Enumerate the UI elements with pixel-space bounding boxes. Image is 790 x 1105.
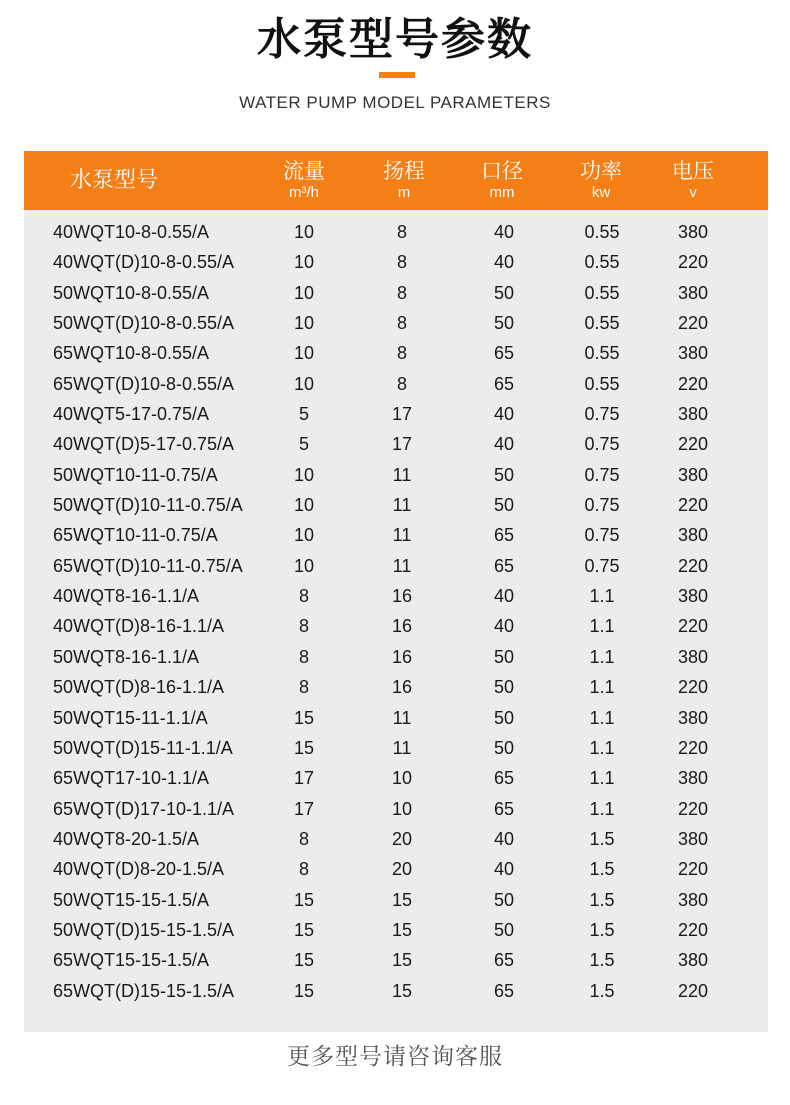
cell-diameter: 40 [493, 404, 515, 425]
cell-diameter: 50 [493, 464, 515, 485]
cell-head: 11 [392, 555, 412, 576]
cell-flow: 8 [298, 859, 309, 880]
cell-model: 40WQT8-20-1.5/A [53, 828, 200, 849]
cell-power: 0.55 [584, 222, 620, 242]
cell-power: 0.55 [584, 343, 620, 364]
cell-power: 0.55 [584, 373, 620, 394]
cell-model: 65WQT15-15-1.5/A [53, 950, 210, 971]
cell-diameter: 40 [493, 586, 515, 607]
cell-power: 0.55 [584, 282, 620, 303]
cell-voltage: 380 [677, 707, 709, 728]
cell-power: 1.1 [589, 586, 615, 607]
column-header-voltage-unit: v [689, 184, 697, 201]
cell-flow: 8 [298, 646, 309, 667]
table-row [24, 733, 768, 763]
page-subtitle: WATER PUMP MODEL PARAMETERS [239, 93, 551, 112]
cell-power: 1.5 [589, 919, 615, 940]
cell-flow: 10 [293, 464, 315, 485]
cell-voltage: 380 [677, 404, 709, 425]
cell-voltage: 380 [677, 646, 709, 667]
cell-flow: 17 [293, 768, 315, 789]
column-header-power-label: 功率 [580, 159, 622, 183]
table-row [24, 490, 768, 520]
cell-flow: 8 [298, 616, 309, 637]
table-header [24, 151, 768, 210]
cell-voltage: 220 [677, 373, 709, 394]
cell-voltage: 380 [677, 343, 709, 364]
table-row [24, 551, 768, 581]
column-header-voltage [653, 151, 733, 210]
table-row [24, 581, 768, 611]
cell-voltage: 380 [677, 768, 709, 789]
cell-power: 1.1 [589, 737, 615, 758]
cell-model: 40WQT10-8-0.55/A [53, 222, 210, 242]
cell-model: 40WQT8-16-1.1/A [53, 586, 200, 607]
cell-model: 40WQT(D)5-17-0.75/A [53, 434, 235, 455]
cell-diameter: 40 [493, 828, 515, 849]
cell-diameter: 50 [493, 889, 515, 910]
column-header-head [364, 151, 444, 210]
column-header-model: 水泵型号 [70, 168, 159, 193]
table-row [24, 369, 768, 399]
cell-diameter: 65 [493, 950, 515, 971]
cell-head: 11 [392, 495, 412, 516]
cell-head: 15 [391, 889, 413, 910]
table-row [24, 460, 768, 490]
cell-flow: 15 [293, 707, 315, 728]
cell-model: 65WQT10-8-0.55/A [53, 343, 210, 364]
cell-power: 0.75 [584, 495, 620, 516]
table-row [24, 217, 768, 247]
cell-head: 17 [391, 434, 413, 455]
table-row [24, 247, 768, 277]
cell-power: 0.55 [584, 252, 620, 273]
column-header-voltage-label: 电压 [672, 159, 714, 183]
cell-power: 0.75 [584, 404, 620, 425]
cell-diameter: 50 [493, 919, 515, 940]
cell-model: 50WQT(D)15-15-1.5/A [53, 919, 235, 940]
cell-voltage: 220 [677, 495, 709, 516]
cell-head: 10 [391, 768, 413, 789]
cell-model: 50WQT10-8-0.55/A [53, 282, 210, 303]
cell-voltage: 380 [677, 525, 709, 546]
cell-power: 0.75 [584, 555, 620, 576]
table-row [24, 885, 768, 915]
cell-diameter: 50 [493, 737, 515, 758]
table-row [24, 308, 768, 338]
cell-model: 50WQT15-11-1.1/A [53, 707, 208, 728]
cell-power: 1.1 [589, 677, 615, 698]
cell-head: 11 [392, 737, 412, 758]
cell-diameter: 40 [493, 222, 515, 242]
cell-power: 0.75 [584, 464, 620, 485]
cell-flow: 10 [293, 282, 315, 303]
cell-head: 16 [391, 586, 413, 607]
column-header-power-unit: kw [591, 184, 611, 201]
cell-flow: 10 [293, 555, 315, 576]
page-title: 水泵型号参数 [257, 14, 533, 65]
cell-model: 65WQT10-11-0.75/A [53, 525, 218, 546]
column-header-head-unit: m [397, 184, 411, 201]
cell-voltage: 220 [677, 737, 709, 758]
cell-head: 17 [391, 404, 413, 425]
cell-power: 0.75 [584, 525, 620, 546]
cell-flow: 15 [293, 950, 315, 971]
title-accent-bar [379, 72, 415, 78]
cell-diameter: 40 [493, 434, 515, 455]
cell-head: 8 [396, 252, 407, 273]
cell-model: 65WQT(D)15-15-1.5/A [53, 980, 235, 1001]
cell-power: 1.1 [589, 646, 615, 667]
table-row [24, 642, 768, 672]
column-header-power [561, 151, 641, 210]
cell-voltage: 220 [677, 313, 709, 334]
cell-head: 20 [391, 859, 413, 880]
cell-flow: 17 [293, 798, 315, 819]
cell-head: 20 [391, 828, 413, 849]
table-row [24, 763, 768, 793]
table-row [24, 854, 768, 884]
cell-model: 65WQT(D)10-11-0.75/A [53, 555, 243, 576]
cell-diameter: 40 [493, 859, 515, 880]
cell-voltage: 220 [677, 555, 709, 576]
cell-voltage: 380 [677, 464, 709, 485]
cell-flow: 10 [293, 495, 315, 516]
cell-voltage: 380 [677, 282, 709, 303]
cell-diameter: 65 [493, 980, 515, 1001]
cell-head: 16 [391, 646, 413, 667]
column-header-diameter [462, 151, 542, 210]
cell-voltage: 220 [677, 434, 709, 455]
cell-voltage: 220 [677, 616, 709, 637]
table-row [24, 672, 768, 702]
table-body [24, 217, 768, 1006]
column-header-diameter-label: 口径 [481, 159, 523, 183]
cell-voltage: 380 [677, 222, 709, 242]
table-row [24, 611, 768, 641]
cell-model: 40WQT(D)8-16-1.1/A [53, 616, 225, 637]
cell-model: 40WQT5-17-0.75/A [53, 404, 210, 425]
cell-voltage: 220 [677, 677, 709, 698]
cell-head: 15 [391, 980, 413, 1001]
cell-flow: 10 [293, 252, 315, 273]
cell-diameter: 50 [493, 282, 515, 303]
cell-diameter: 65 [493, 373, 515, 394]
cell-voltage: 220 [677, 859, 709, 880]
table-row [24, 338, 768, 368]
cell-power: 0.75 [584, 434, 620, 455]
cell-flow: 8 [298, 586, 309, 607]
cell-power: 1.5 [589, 828, 615, 849]
cell-model: 50WQT(D)15-11-1.1/A [53, 737, 233, 758]
table-row [24, 915, 768, 945]
cell-model: 50WQT(D)10-8-0.55/A [53, 313, 235, 334]
cell-model: 40WQT(D)10-8-0.55/A [53, 252, 235, 273]
table-row [24, 399, 768, 429]
cell-head: 16 [391, 616, 413, 637]
cell-voltage: 220 [677, 252, 709, 273]
cell-voltage: 380 [677, 828, 709, 849]
cell-model: 50WQT(D)8-16-1.1/A [53, 677, 225, 698]
cell-head: 8 [396, 373, 407, 394]
cell-voltage: 220 [677, 980, 709, 1001]
cell-diameter: 50 [493, 707, 515, 728]
cell-head: 11 [392, 464, 412, 485]
cell-diameter: 50 [493, 313, 515, 334]
cell-power: 1.5 [589, 980, 615, 1001]
cell-power: 1.1 [589, 616, 615, 637]
cell-diameter: 50 [493, 495, 515, 516]
cell-power: 1.1 [589, 707, 615, 728]
cell-power: 1.5 [589, 889, 615, 910]
cell-flow: 5 [298, 404, 309, 425]
cell-flow: 8 [298, 677, 309, 698]
cell-flow: 5 [298, 434, 309, 455]
cell-model: 50WQT15-15-1.5/A [53, 889, 210, 910]
cell-voltage: 380 [677, 950, 709, 971]
cell-diameter: 40 [493, 252, 515, 273]
cell-voltage: 220 [677, 919, 709, 940]
cell-flow: 10 [293, 343, 315, 364]
cell-model: 50WQT10-11-0.75/A [53, 464, 218, 485]
cell-model: 65WQT17-10-1.1/A [53, 768, 210, 789]
cell-flow: 15 [293, 737, 315, 758]
cell-power: 1.5 [589, 950, 615, 971]
cell-flow: 15 [293, 919, 315, 940]
table-row [24, 429, 768, 459]
column-header-diameter-unit: mm [489, 184, 515, 201]
cell-head: 8 [396, 222, 407, 242]
column-header-flow [264, 151, 344, 210]
cell-model: 40WQT(D)8-20-1.5/A [53, 859, 225, 880]
cell-head: 10 [391, 798, 413, 819]
table-row [24, 976, 768, 1006]
cell-head: 8 [396, 313, 407, 334]
parameters-table [24, 151, 768, 1032]
cell-head: 11 [392, 525, 412, 546]
cell-diameter: 65 [493, 768, 515, 789]
cell-head: 15 [391, 919, 413, 940]
cell-diameter: 65 [493, 343, 515, 364]
cell-flow: 10 [293, 222, 315, 242]
cell-flow: 15 [293, 980, 315, 1001]
cell-model: 65WQT(D)10-8-0.55/A [53, 373, 235, 394]
table-row [24, 278, 768, 308]
cell-head: 8 [396, 282, 407, 303]
cell-flow: 10 [293, 525, 315, 546]
table-row [24, 945, 768, 975]
cell-voltage: 220 [677, 798, 709, 819]
cell-head: 15 [391, 950, 413, 971]
cell-flow: 10 [293, 313, 315, 334]
cell-model: 50WQT(D)10-11-0.75/A [53, 495, 243, 516]
cell-power: 1.1 [589, 798, 615, 819]
cell-head: 11 [392, 707, 412, 728]
cell-diameter: 65 [493, 555, 515, 576]
cell-power: 1.5 [589, 859, 615, 880]
table-row [24, 703, 768, 733]
cell-head: 16 [391, 677, 413, 698]
cell-power: 0.55 [584, 313, 620, 334]
cell-diameter: 40 [493, 616, 515, 637]
cell-diameter: 50 [493, 646, 515, 667]
cell-model: 50WQT8-16-1.1/A [53, 646, 200, 667]
table-row [24, 520, 768, 550]
footer-note: 更多型号请咨询客服 [287, 1044, 503, 1070]
cell-model: 65WQT(D)17-10-1.1/A [53, 798, 235, 819]
cell-diameter: 65 [493, 525, 515, 546]
column-header-flow-unit: m³/h [289, 184, 319, 201]
cell-diameter: 65 [493, 798, 515, 819]
column-header-flow-label: 流量 [283, 159, 325, 183]
table-row [24, 824, 768, 854]
cell-voltage: 380 [677, 889, 709, 910]
cell-diameter: 50 [493, 677, 515, 698]
cell-voltage: 380 [677, 586, 709, 607]
cell-flow: 8 [298, 828, 309, 849]
column-header-head-label: 扬程 [383, 159, 425, 183]
cell-head: 8 [396, 343, 407, 364]
cell-flow: 10 [293, 373, 315, 394]
cell-power: 1.1 [589, 768, 615, 789]
cell-flow: 15 [293, 889, 315, 910]
table-row [24, 794, 768, 824]
